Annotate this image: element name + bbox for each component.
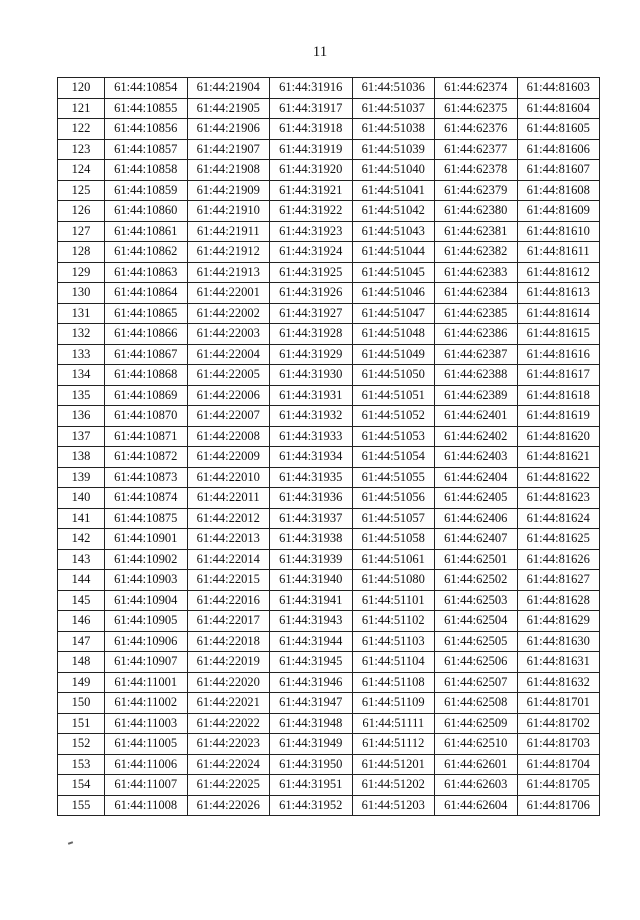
cadastral-number-cell: 61:44:81619 xyxy=(517,406,600,427)
table-row xyxy=(58,447,600,468)
cadastral-number-cell: 61:44:62406 xyxy=(435,508,518,529)
cadastral-number-cell: 61:44:22009 xyxy=(187,447,270,468)
cadastral-number-cell: 61:44:10872 xyxy=(105,447,188,468)
cadastral-number-cell: 61:44:22006 xyxy=(187,385,270,406)
cadastral-number-cell: 61:44:62378 xyxy=(435,160,518,181)
table-row xyxy=(58,672,600,693)
table-body xyxy=(58,78,600,816)
cadastral-number-cell: 61:44:10907 xyxy=(105,652,188,673)
table-row xyxy=(58,529,600,550)
row-number-cell: 123 xyxy=(58,139,105,160)
cadastral-number-cell: 61:44:62507 xyxy=(435,672,518,693)
table-row xyxy=(58,488,600,509)
cadastral-number-cell: 61:44:21905 xyxy=(187,98,270,119)
cadastral-number-cell: 61:44:81701 xyxy=(517,693,600,714)
cadastral-number-cell: 61:44:62502 xyxy=(435,570,518,591)
cadastral-number-cell: 61:44:81604 xyxy=(517,98,600,119)
cadastral-number-cell: 61:44:62510 xyxy=(435,734,518,755)
cadastral-number-cell: 61:44:10904 xyxy=(105,590,188,611)
cadastral-number-cell: 61:44:22018 xyxy=(187,631,270,652)
cadastral-number-cell: 61:44:62504 xyxy=(435,611,518,632)
table-row xyxy=(58,303,600,324)
cadastral-number-cell: 61:44:62501 xyxy=(435,549,518,570)
cadastral-number-cell: 61:44:10868 xyxy=(105,365,188,386)
cadastral-number-cell: 61:44:10860 xyxy=(105,201,188,222)
cadastral-number-cell: 61:44:22008 xyxy=(187,426,270,447)
cadastral-number-cell: 61:44:22025 xyxy=(187,775,270,796)
cadastral-number-cell: 61:44:31920 xyxy=(270,160,353,181)
cadastral-number-cell: 61:44:81611 xyxy=(517,242,600,263)
row-number-cell: 141 xyxy=(58,508,105,529)
cadastral-number-cell: 61:44:81606 xyxy=(517,139,600,160)
row-number-cell: 122 xyxy=(58,119,105,140)
cadastral-number-cell: 61:44:31943 xyxy=(270,611,353,632)
cadastral-number-cell: 61:44:31919 xyxy=(270,139,353,160)
row-number-cell: 147 xyxy=(58,631,105,652)
cadastral-number-cell: 61:44:31916 xyxy=(270,78,353,99)
cadastral-number-cell: 61:44:81628 xyxy=(517,590,600,611)
cadastral-number-cell: 61:44:51055 xyxy=(352,467,435,488)
row-number-cell: 121 xyxy=(58,98,105,119)
table-row xyxy=(58,652,600,673)
table-row xyxy=(58,590,600,611)
row-number-cell: 139 xyxy=(58,467,105,488)
cadastral-number-cell: 61:44:81625 xyxy=(517,529,600,550)
cadastral-number-cell: 61:44:31944 xyxy=(270,631,353,652)
cadastral-number-cell: 61:44:51057 xyxy=(352,508,435,529)
cadastral-number-cell: 61:44:62601 xyxy=(435,754,518,775)
cadastral-number-cell: 61:44:62380 xyxy=(435,201,518,222)
cadastral-number-cell: 61:44:51040 xyxy=(352,160,435,181)
row-number-cell: 144 xyxy=(58,570,105,591)
cadastral-number-cell: 61:44:22004 xyxy=(187,344,270,365)
cadastral-number-cell: 61:44:62503 xyxy=(435,590,518,611)
cadastral-number-cell: 61:44:10857 xyxy=(105,139,188,160)
cadastral-number-cell: 61:44:62379 xyxy=(435,180,518,201)
cadastral-number-cell: 61:44:10862 xyxy=(105,242,188,263)
row-number-cell: 148 xyxy=(58,652,105,673)
row-number-cell: 128 xyxy=(58,242,105,263)
cadastral-number-cell: 61:44:31918 xyxy=(270,119,353,140)
cadastral-number-cell: 61:44:31940 xyxy=(270,570,353,591)
cadastral-number-cell: 61:44:62382 xyxy=(435,242,518,263)
table-row xyxy=(58,324,600,345)
cadastral-number-cell: 61:44:62405 xyxy=(435,488,518,509)
cadastral-number-cell: 61:44:51058 xyxy=(352,529,435,550)
table-row xyxy=(58,283,600,304)
cadastral-number-cell: 61:44:51104 xyxy=(352,652,435,673)
cadastral-number-cell: 61:44:62377 xyxy=(435,139,518,160)
cadastral-number-cell: 61:44:62374 xyxy=(435,78,518,99)
cadastral-number-cell: 61:44:62506 xyxy=(435,652,518,673)
cadastral-number-cell: 61:44:10866 xyxy=(105,324,188,345)
cadastral-number-cell: 61:44:31939 xyxy=(270,549,353,570)
cadastral-number-cell: 61:44:22026 xyxy=(187,795,270,816)
cadastral-numbers-table xyxy=(57,77,600,816)
cadastral-number-cell: 61:44:62386 xyxy=(435,324,518,345)
cadastral-number-cell: 61:44:81605 xyxy=(517,119,600,140)
cadastral-number-cell: 61:44:22023 xyxy=(187,734,270,755)
cadastral-number-cell: 61:44:62603 xyxy=(435,775,518,796)
cadastral-number-cell: 61:44:31952 xyxy=(270,795,353,816)
row-number-cell: 146 xyxy=(58,611,105,632)
cadastral-number-cell: 61:44:51109 xyxy=(352,693,435,714)
cadastral-number-cell: 61:44:22021 xyxy=(187,693,270,714)
cadastral-number-cell: 61:44:62508 xyxy=(435,693,518,714)
cadastral-number-cell: 61:44:62376 xyxy=(435,119,518,140)
cadastral-number-cell: 61:44:51041 xyxy=(352,180,435,201)
table-row xyxy=(58,385,600,406)
cadastral-number-cell: 61:44:51112 xyxy=(352,734,435,755)
table-row xyxy=(58,467,600,488)
cadastral-number-cell: 61:44:51039 xyxy=(352,139,435,160)
row-number-cell: 120 xyxy=(58,78,105,99)
cadastral-number-cell: 61:44:81624 xyxy=(517,508,600,529)
cadastral-number-cell: 61:44:62389 xyxy=(435,385,518,406)
cadastral-number-cell: 61:44:22019 xyxy=(187,652,270,673)
row-number-cell: 153 xyxy=(58,754,105,775)
cadastral-number-cell: 61:44:62401 xyxy=(435,406,518,427)
row-number-cell: 131 xyxy=(58,303,105,324)
cadastral-number-cell: 61:44:51102 xyxy=(352,611,435,632)
cadastral-number-cell: 61:44:31935 xyxy=(270,467,353,488)
cadastral-number-cell: 61:44:10858 xyxy=(105,160,188,181)
cadastral-number-cell: 61:44:31949 xyxy=(270,734,353,755)
table-row xyxy=(58,262,600,283)
row-number-cell: 155 xyxy=(58,795,105,816)
cadastral-number-cell: 61:44:62383 xyxy=(435,262,518,283)
table-row xyxy=(58,570,600,591)
cadastral-number-cell: 61:44:10873 xyxy=(105,467,188,488)
cadastral-number-cell: 61:44:81618 xyxy=(517,385,600,406)
row-number-cell: 140 xyxy=(58,488,105,509)
cadastral-number-cell: 61:44:51051 xyxy=(352,385,435,406)
table-row xyxy=(58,160,600,181)
cadastral-number-cell: 61:44:31946 xyxy=(270,672,353,693)
cadastral-number-cell: 61:44:81609 xyxy=(517,201,600,222)
cadastral-number-cell: 61:44:31937 xyxy=(270,508,353,529)
cadastral-number-cell: 61:44:10901 xyxy=(105,529,188,550)
cadastral-number-cell: 61:44:11007 xyxy=(105,775,188,796)
cadastral-number-cell: 61:44:81608 xyxy=(517,180,600,201)
cadastral-number-cell: 61:44:22010 xyxy=(187,467,270,488)
table-row xyxy=(58,693,600,714)
cadastral-number-cell: 61:44:51080 xyxy=(352,570,435,591)
cadastral-number-cell: 61:44:31926 xyxy=(270,283,353,304)
cadastral-number-cell: 61:44:21911 xyxy=(187,221,270,242)
cadastral-number-cell: 61:44:10856 xyxy=(105,119,188,140)
cadastral-number-cell: 61:44:21908 xyxy=(187,160,270,181)
cadastral-number-cell: 61:44:31948 xyxy=(270,713,353,734)
cadastral-number-cell: 61:44:81623 xyxy=(517,488,600,509)
cadastral-number-cell: 61:44:22001 xyxy=(187,283,270,304)
cadastral-number-cell: 61:44:21910 xyxy=(187,201,270,222)
cadastral-number-cell: 61:44:22007 xyxy=(187,406,270,427)
row-number-cell: 135 xyxy=(58,385,105,406)
row-number-cell: 149 xyxy=(58,672,105,693)
cadastral-number-cell: 61:44:51108 xyxy=(352,672,435,693)
cadastral-number-cell: 61:44:51044 xyxy=(352,242,435,263)
cadastral-number-cell: 61:44:62604 xyxy=(435,795,518,816)
cadastral-number-cell: 61:44:51049 xyxy=(352,344,435,365)
cadastral-number-cell: 61:44:81703 xyxy=(517,734,600,755)
cadastral-number-cell: 61:44:81621 xyxy=(517,447,600,468)
cadastral-number-cell: 61:44:31932 xyxy=(270,406,353,427)
page-number: 11 xyxy=(312,44,328,60)
table-row xyxy=(58,734,600,755)
cadastral-number-cell: 61:44:31927 xyxy=(270,303,353,324)
table-row xyxy=(58,508,600,529)
table-row xyxy=(58,201,600,222)
cadastral-number-cell: 61:44:81630 xyxy=(517,631,600,652)
cadastral-number-cell: 61:44:11005 xyxy=(105,734,188,755)
cadastral-number-cell: 61:44:62403 xyxy=(435,447,518,468)
cadastral-number-cell: 61:44:22012 xyxy=(187,508,270,529)
cadastral-number-cell: 61:44:21913 xyxy=(187,262,270,283)
row-number-cell: 136 xyxy=(58,406,105,427)
row-number-cell: 127 xyxy=(58,221,105,242)
cadastral-number-cell: 61:44:10863 xyxy=(105,262,188,283)
cadastral-number-cell: 61:44:62509 xyxy=(435,713,518,734)
cadastral-number-cell: 61:44:62407 xyxy=(435,529,518,550)
table-row xyxy=(58,221,600,242)
cadastral-number-cell: 61:44:31929 xyxy=(270,344,353,365)
cadastral-number-cell: 61:44:10903 xyxy=(105,570,188,591)
cadastral-number-cell: 61:44:31938 xyxy=(270,529,353,550)
row-number-cell: 154 xyxy=(58,775,105,796)
cadastral-number-cell: 61:44:51046 xyxy=(352,283,435,304)
cadastral-number-cell: 61:44:21907 xyxy=(187,139,270,160)
row-number-cell: 150 xyxy=(58,693,105,714)
cadastral-number-cell: 61:44:62384 xyxy=(435,283,518,304)
cadastral-number-cell: 61:44:10855 xyxy=(105,98,188,119)
cadastral-number-cell: 61:44:81704 xyxy=(517,754,600,775)
table-row xyxy=(58,365,600,386)
cadastral-number-cell: 61:44:31925 xyxy=(270,262,353,283)
cadastral-number-cell: 61:44:11006 xyxy=(105,754,188,775)
cadastral-number-cell: 61:44:31931 xyxy=(270,385,353,406)
cadastral-number-cell: 61:44:62385 xyxy=(435,303,518,324)
cadastral-number-cell: 61:44:81610 xyxy=(517,221,600,242)
cadastral-number-cell: 61:44:81702 xyxy=(517,713,600,734)
cadastral-number-cell: 61:44:81632 xyxy=(517,672,600,693)
cadastral-number-cell: 61:44:21906 xyxy=(187,119,270,140)
cadastral-number-cell: 61:44:62404 xyxy=(435,467,518,488)
cadastral-number-cell: 61:44:62402 xyxy=(435,426,518,447)
table-row xyxy=(58,242,600,263)
cadastral-number-cell: 61:44:81620 xyxy=(517,426,600,447)
cadastral-number-cell: 61:44:81629 xyxy=(517,611,600,632)
cadastral-number-cell: 61:44:31930 xyxy=(270,365,353,386)
cadastral-number-cell: 61:44:31922 xyxy=(270,201,353,222)
cadastral-number-cell: 61:44:51056 xyxy=(352,488,435,509)
table-row xyxy=(58,713,600,734)
row-number-cell: 145 xyxy=(58,590,105,611)
cadastral-number-cell: 61:44:11002 xyxy=(105,693,188,714)
cadastral-number-cell: 61:44:31917 xyxy=(270,98,353,119)
cadastral-number-cell: 61:44:51047 xyxy=(352,303,435,324)
cadastral-number-cell: 61:44:81607 xyxy=(517,160,600,181)
table-row xyxy=(58,344,600,365)
cadastral-number-cell: 61:44:81614 xyxy=(517,303,600,324)
cadastral-number-cell: 61:44:81705 xyxy=(517,775,600,796)
row-number-cell: 138 xyxy=(58,447,105,468)
cadastral-number-cell: 61:44:31947 xyxy=(270,693,353,714)
cadastral-number-cell: 61:44:81612 xyxy=(517,262,600,283)
row-number-cell: 125 xyxy=(58,180,105,201)
cadastral-number-cell: 61:44:21909 xyxy=(187,180,270,201)
cadastral-number-cell: 61:44:31951 xyxy=(270,775,353,796)
row-number-cell: 151 xyxy=(58,713,105,734)
table-row xyxy=(58,631,600,652)
cadastral-number-cell: 61:44:51054 xyxy=(352,447,435,468)
row-number-cell: 124 xyxy=(58,160,105,181)
cadastral-number-cell: 61:44:81706 xyxy=(517,795,600,816)
cadastral-number-cell: 61:44:11003 xyxy=(105,713,188,734)
table-row xyxy=(58,139,600,160)
cadastral-number-cell: 61:44:22011 xyxy=(187,488,270,509)
cadastral-number-cell: 61:44:10861 xyxy=(105,221,188,242)
cadastral-number-cell: 61:44:81622 xyxy=(517,467,600,488)
cadastral-number-cell: 61:44:62387 xyxy=(435,344,518,365)
cadastral-number-cell: 61:44:11008 xyxy=(105,795,188,816)
row-number-cell: 143 xyxy=(58,549,105,570)
cadastral-number-cell: 61:44:81617 xyxy=(517,365,600,386)
cadastral-number-cell: 61:44:22005 xyxy=(187,365,270,386)
row-number-cell: 152 xyxy=(58,734,105,755)
cadastral-number-cell: 61:44:51111 xyxy=(352,713,435,734)
row-number-cell: 126 xyxy=(58,201,105,222)
cadastral-number-cell: 61:44:22014 xyxy=(187,549,270,570)
cadastral-number-cell: 61:44:51202 xyxy=(352,775,435,796)
table-row xyxy=(58,180,600,201)
table-row xyxy=(58,775,600,796)
cadastral-number-cell: 61:44:22013 xyxy=(187,529,270,550)
cadastral-number-cell: 61:44:51045 xyxy=(352,262,435,283)
cadastral-number-cell: 61:44:51038 xyxy=(352,119,435,140)
cadastral-number-cell: 61:44:31933 xyxy=(270,426,353,447)
cadastral-number-cell: 61:44:51037 xyxy=(352,98,435,119)
cadastral-number-cell: 61:44:22017 xyxy=(187,611,270,632)
scan-speck xyxy=(68,841,73,845)
row-number-cell: 129 xyxy=(58,262,105,283)
cadastral-number-cell: 61:44:51042 xyxy=(352,201,435,222)
table-row xyxy=(58,98,600,119)
cadastral-number-cell: 61:44:10854 xyxy=(105,78,188,99)
cadastral-number-cell: 61:44:22003 xyxy=(187,324,270,345)
cadastral-number-cell: 61:44:10870 xyxy=(105,406,188,427)
cadastral-number-cell: 61:44:31921 xyxy=(270,180,353,201)
cadastral-number-cell: 61:44:51061 xyxy=(352,549,435,570)
cadastral-number-cell: 61:44:62381 xyxy=(435,221,518,242)
cadastral-number-cell: 61:44:81613 xyxy=(517,283,600,304)
cadastral-number-cell: 61:44:81627 xyxy=(517,570,600,591)
cadastral-number-cell: 61:44:11001 xyxy=(105,672,188,693)
cadastral-number-cell: 61:44:22024 xyxy=(187,754,270,775)
cadastral-number-cell: 61:44:81631 xyxy=(517,652,600,673)
row-number-cell: 132 xyxy=(58,324,105,345)
row-number-cell: 134 xyxy=(58,365,105,386)
cadastral-number-cell: 61:44:62505 xyxy=(435,631,518,652)
cadastral-number-cell: 61:44:31950 xyxy=(270,754,353,775)
cadastral-number-cell: 61:44:51043 xyxy=(352,221,435,242)
cadastral-number-cell: 61:44:31941 xyxy=(270,590,353,611)
cadastral-number-cell: 61:44:10865 xyxy=(105,303,188,324)
cadastral-number-cell: 61:44:81626 xyxy=(517,549,600,570)
cadastral-number-cell: 61:44:10902 xyxy=(105,549,188,570)
cadastral-number-cell: 61:44:81616 xyxy=(517,344,600,365)
cadastral-number-cell: 61:44:10867 xyxy=(105,344,188,365)
cadastral-number-cell: 61:44:51103 xyxy=(352,631,435,652)
table-row xyxy=(58,406,600,427)
table-row xyxy=(58,754,600,775)
cadastral-number-cell: 61:44:31945 xyxy=(270,652,353,673)
table-row xyxy=(58,78,600,99)
cadastral-number-cell: 61:44:31923 xyxy=(270,221,353,242)
row-number-cell: 130 xyxy=(58,283,105,304)
table-row xyxy=(58,426,600,447)
cadastral-number-cell: 61:44:51052 xyxy=(352,406,435,427)
cadastral-number-cell: 61:44:62375 xyxy=(435,98,518,119)
cadastral-number-cell: 61:44:51050 xyxy=(352,365,435,386)
cadastral-number-cell: 61:44:51203 xyxy=(352,795,435,816)
cadastral-number-cell: 61:44:51048 xyxy=(352,324,435,345)
cadastral-number-cell: 61:44:22016 xyxy=(187,590,270,611)
table-row xyxy=(58,795,600,816)
cadastral-number-cell: 61:44:31936 xyxy=(270,488,353,509)
cadastral-number-cell: 61:44:21912 xyxy=(187,242,270,263)
cadastral-number-cell: 61:44:10869 xyxy=(105,385,188,406)
table-row xyxy=(58,549,600,570)
cadastral-number-cell: 61:44:22015 xyxy=(187,570,270,591)
cadastral-number-cell: 61:44:10875 xyxy=(105,508,188,529)
cadastral-number-cell: 61:44:51053 xyxy=(352,426,435,447)
cadastral-number-cell: 61:44:10859 xyxy=(105,180,188,201)
cadastral-number-cell: 61:44:10871 xyxy=(105,426,188,447)
cadastral-number-cell: 61:44:81603 xyxy=(517,78,600,99)
cadastral-number-cell: 61:44:10905 xyxy=(105,611,188,632)
cadastral-number-cell: 61:44:31928 xyxy=(270,324,353,345)
table-row xyxy=(58,119,600,140)
row-number-cell: 133 xyxy=(58,344,105,365)
row-number-cell: 142 xyxy=(58,529,105,550)
cadastral-number-cell: 61:44:62388 xyxy=(435,365,518,386)
cadastral-number-cell: 61:44:51101 xyxy=(352,590,435,611)
table-row xyxy=(58,611,600,632)
cadastral-number-cell: 61:44:10864 xyxy=(105,283,188,304)
cadastral-number-cell: 61:44:51201 xyxy=(352,754,435,775)
cadastral-number-cell: 61:44:10906 xyxy=(105,631,188,652)
cadastral-number-cell: 61:44:21904 xyxy=(187,78,270,99)
row-number-cell: 137 xyxy=(58,426,105,447)
cadastral-number-cell: 61:44:22002 xyxy=(187,303,270,324)
cadastral-number-cell: 61:44:31924 xyxy=(270,242,353,263)
cadastral-number-cell: 61:44:10874 xyxy=(105,488,188,509)
cadastral-number-cell: 61:44:31934 xyxy=(270,447,353,468)
cadastral-number-cell: 61:44:22020 xyxy=(187,672,270,693)
cadastral-number-cell: 61:44:22022 xyxy=(187,713,270,734)
cadastral-number-cell: 61:44:51036 xyxy=(352,78,435,99)
cadastral-number-cell: 61:44:81615 xyxy=(517,324,600,345)
